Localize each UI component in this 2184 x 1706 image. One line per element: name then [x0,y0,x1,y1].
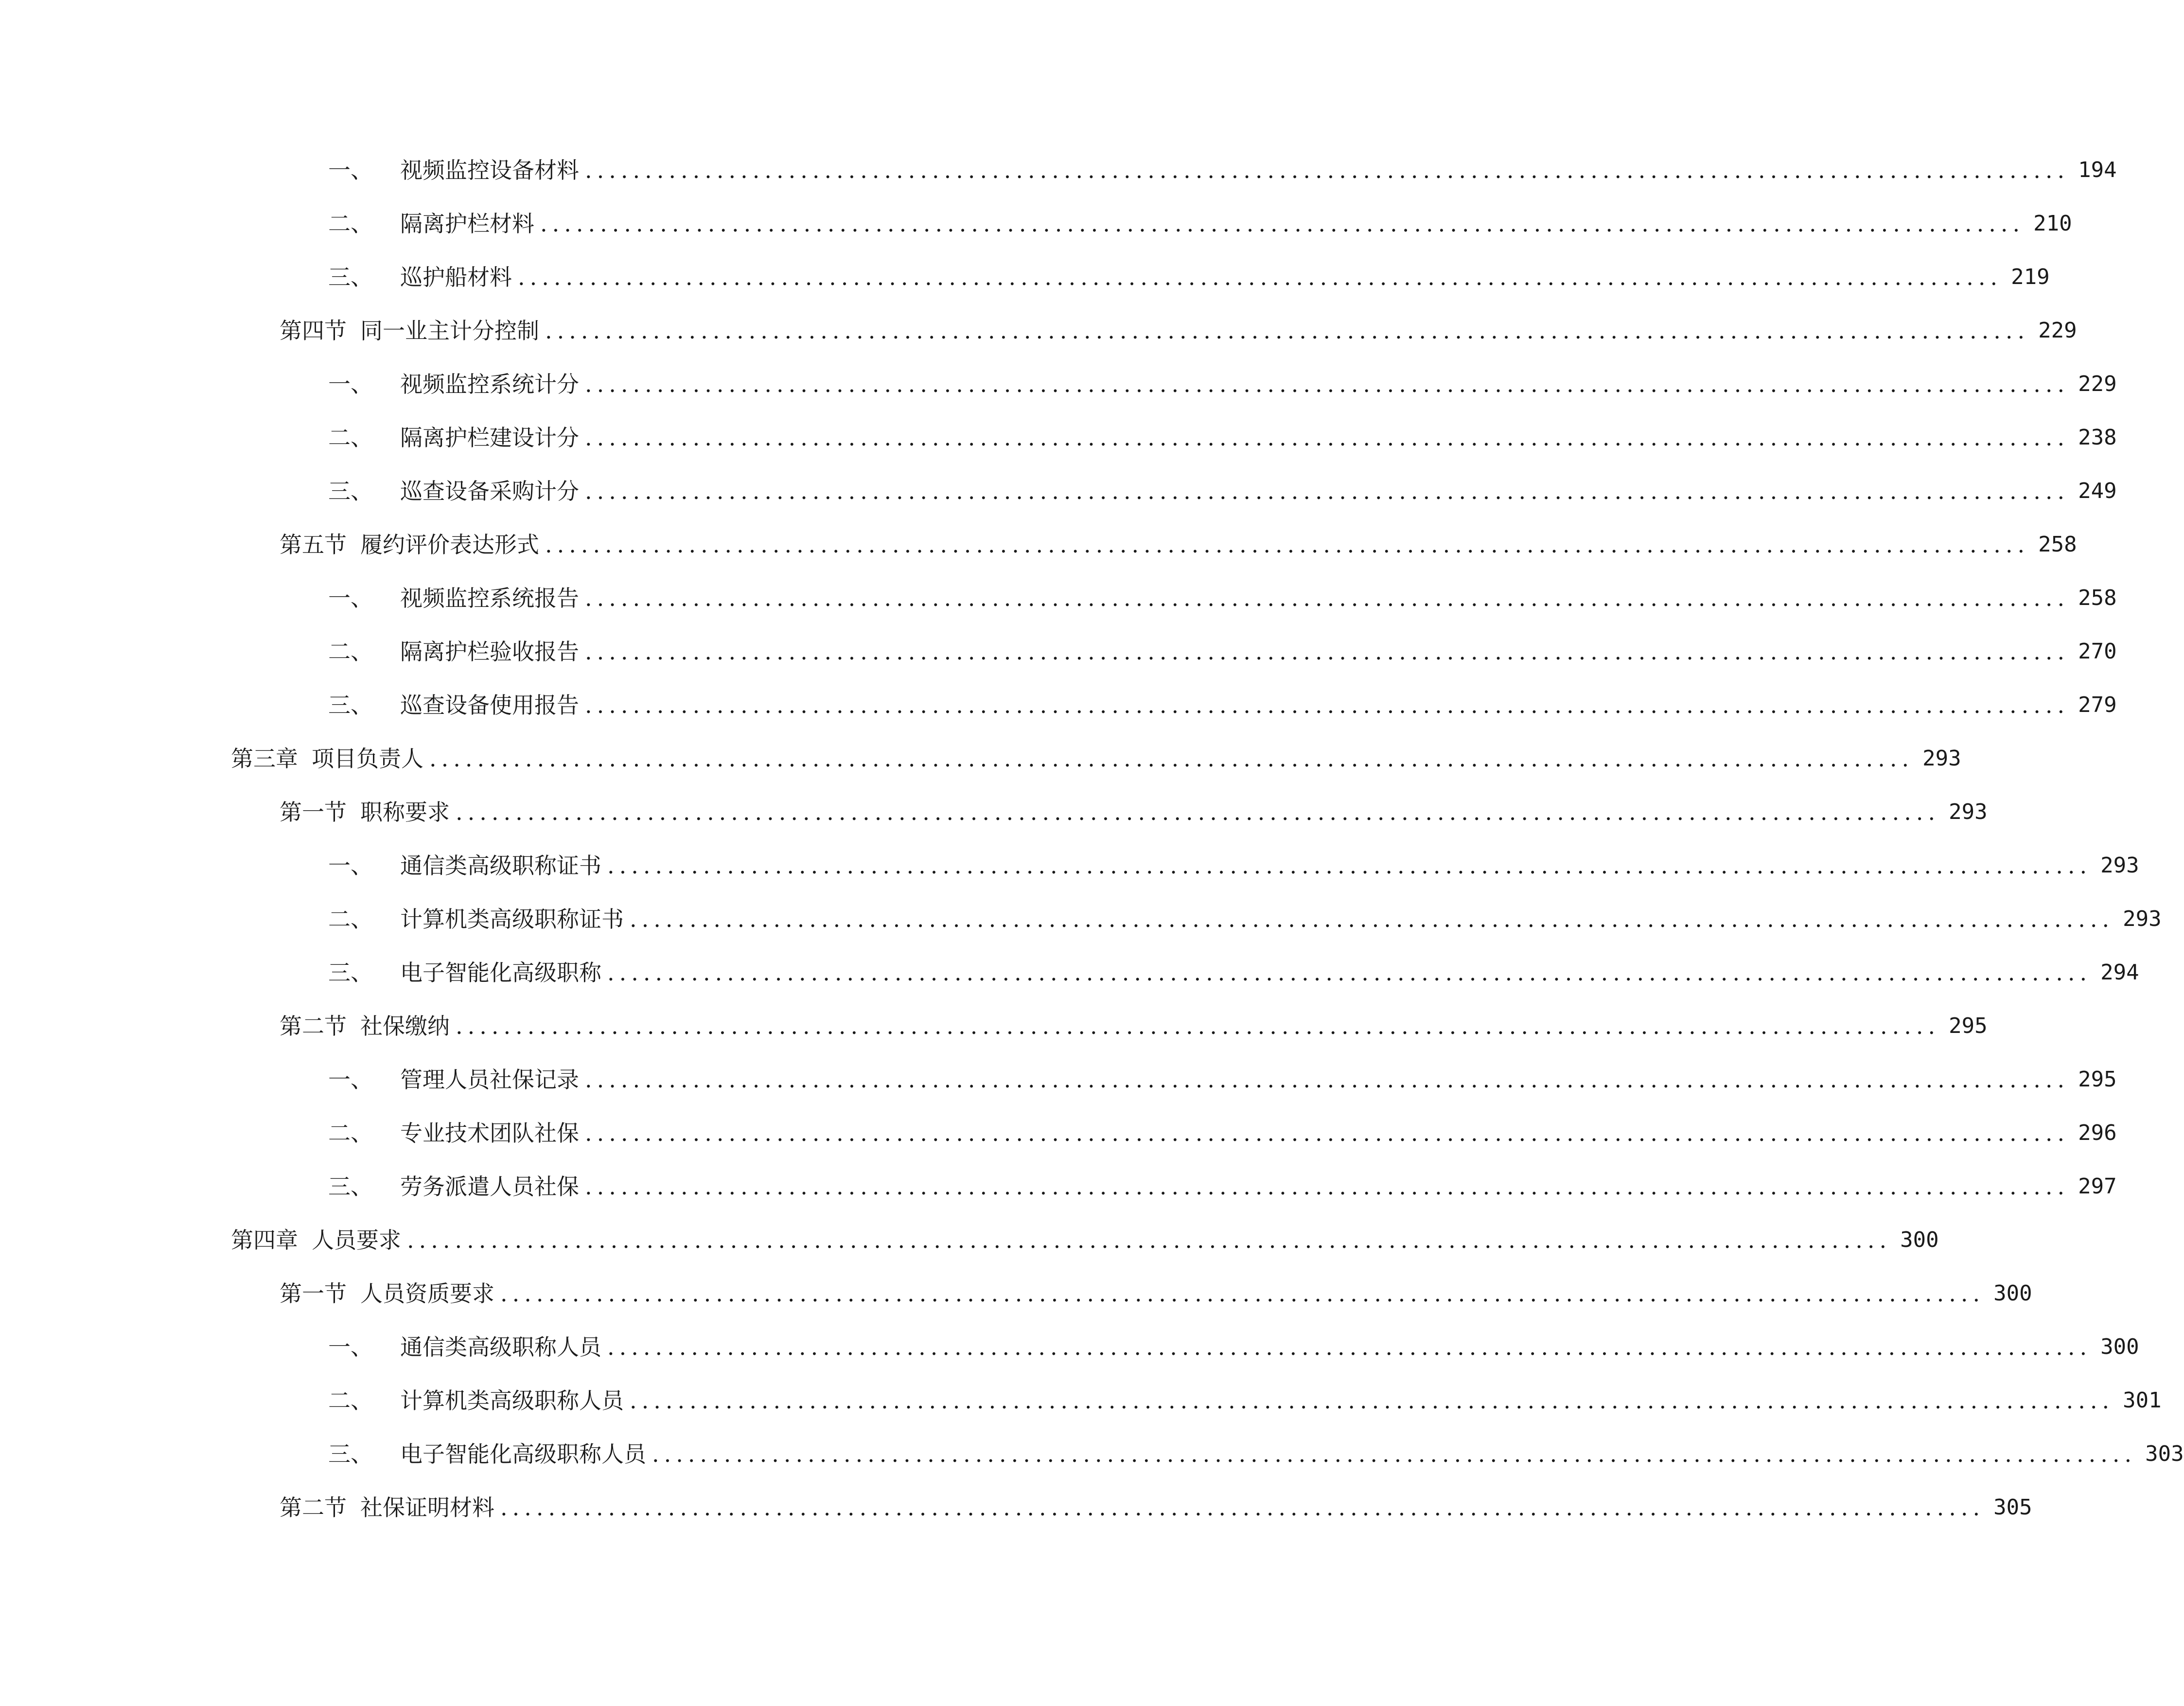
toc-leader-dots: ............................................................................................................................ [585,1173,2070,1200]
toc-leader-dots: ............................................................................................................................ [407,1227,1892,1253]
toc-entry[interactable] [0,1213,1939,1267]
toc-entry-title: 社保缴纳 [360,1013,450,1039]
toc-leader-dots: ............................................................................................................................ [545,318,2030,344]
toc-leader-dots: ............................................................................................................................ [500,1494,1985,1521]
toc-entry-marker: 三、 [328,1173,373,1200]
toc-entry-title: 隔离护栏验收报告 [400,639,579,665]
toc-entry-title: 人员要求 [312,1227,401,1253]
toc-entry-marker: 一、 [328,1066,373,1093]
toc-leader-dots: ............................................................................................................................ [429,746,1914,772]
toc-entry[interactable] [0,1481,2032,1534]
toc-entry-page: 293 [2100,853,2139,878]
toc-entry-page: 219 [2011,265,2050,289]
toc-entry[interactable] [0,1053,2117,1106]
toc-leader-dots: ............................................................................................................................ [630,1387,2114,1414]
toc-entry[interactable] [0,464,2117,518]
toc-entry-title: 计算机类高级职称证书 [400,906,624,932]
toc-entry-marker: 第二节 [280,1013,347,1039]
toc-entry-page: 301 [2123,1388,2162,1413]
toc-entry[interactable] [0,785,1988,839]
toc-leader-dots: ............................................................................................................................ [607,853,2092,879]
toc-entry-page: 258 [2078,586,2117,610]
toc-leader-dots: ............................................................................................................................ [630,906,2114,932]
toc-entry-page: 270 [2078,639,2117,664]
toc-entry-title: 视频监控设备材料 [400,157,579,183]
toc-entry-marker: 第一节 [280,1280,347,1307]
toc-entry-page: 194 [2078,158,2117,182]
toc-entry[interactable] [0,946,2139,999]
table-of-contents [0,143,2184,1534]
toc-entry-title: 电子智能化高级职称人员 [400,1441,646,1467]
toc-leader-dots: ............................................................................................................................ [585,478,2070,504]
toc-entry-marker: 三、 [328,960,373,986]
toc-entry-page: 303 [2145,1441,2184,1466]
toc-entry[interactable] [0,999,1988,1053]
toc-entry-title: 劳务派遣人员社保 [400,1173,579,1200]
toc-leader-dots: ............................................................................................................................ [652,1441,2137,1467]
toc-entry-page: 279 [2078,693,2117,717]
toc-entry-marker: 二、 [328,1387,373,1414]
toc-entry-title: 人员资质要求 [360,1280,494,1307]
toc-entry-marker: 三、 [328,692,373,718]
toc-leader-dots: ............................................................................................................................ [545,532,2030,558]
toc-entry-page: 293 [2123,906,2162,931]
toc-entry-marker: 一、 [328,585,373,611]
toc-entry-page: 258 [2038,532,2077,557]
toc-leader-dots: ............................................................................................................................ [456,1013,1940,1039]
toc-entry-title: 巡护船材料 [400,264,512,290]
toc-entry-page: 296 [2078,1120,2117,1145]
toc-entry-title: 视频监控系统报告 [400,585,579,611]
toc-entry-marker: 二、 [328,639,373,665]
toc-leader-dots: ............................................................................................................................ [585,425,2070,451]
toc-entry-marker: 第四节 [280,318,347,344]
toc-leader-dots: ............................................................................................................................ [585,371,2070,397]
toc-entry-title: 巡查设备采购计分 [400,478,579,504]
toc-entry-marker: 第五节 [280,532,347,558]
toc-entry[interactable] [0,1267,2032,1320]
toc-entry-title: 职称要求 [360,799,450,825]
toc-leader-dots: ............................................................................................................................ [607,960,2092,986]
toc-leader-dots: ............................................................................................................................ [585,639,2070,665]
toc-entry-title: 隔离护栏建设计分 [400,425,579,451]
toc-leader-dots: ............................................................................................................................ [585,157,2070,183]
toc-entry[interactable] [0,304,2077,357]
toc-entry-page: 300 [2100,1334,2139,1359]
toc-entry-title: 专业技术团队社保 [400,1120,579,1146]
toc-entry[interactable] [0,732,1961,785]
toc-entry-page: 297 [2078,1174,2117,1199]
toc-entry-marker: 第一节 [280,799,347,825]
toc-entry-marker: 一、 [328,853,373,879]
toc-entry-page: 229 [2078,372,2117,396]
toc-entry-page: 249 [2078,479,2117,503]
toc-entry[interactable] [0,571,2117,625]
toc-entry-marker: 二、 [328,425,373,451]
toc-entry-marker: 第四章 [231,1227,298,1253]
toc-leader-dots: ............................................................................................................................ [500,1280,1985,1307]
toc-entry-marker: 第三章 [231,746,298,772]
toc-entry-marker: 一、 [328,1334,373,1360]
toc-entry-title: 管理人员社保记录 [400,1066,579,1093]
toc-entry-marker: 二、 [328,906,373,932]
toc-entry-title: 同一业主计分控制 [360,318,539,344]
toc-entry-title: 视频监控系统计分 [400,371,579,397]
toc-entry[interactable] [0,892,2162,946]
toc-entry-page: 295 [2078,1067,2117,1092]
toc-entry[interactable] [0,357,2117,411]
toc-entry[interactable] [0,625,2117,678]
toc-entry-page: 229 [2038,318,2077,343]
toc-entry-title: 履约评价表达形式 [360,532,539,558]
toc-entry-title: 电子智能化高级职称 [400,960,601,986]
toc-entry[interactable] [0,197,2072,250]
toc-entry[interactable] [0,1374,2162,1427]
toc-entry-marker: 第二节 [280,1494,347,1521]
toc-entry[interactable] [0,518,2077,571]
toc-entry[interactable] [0,678,2117,732]
toc-entry-page: 294 [2100,960,2139,985]
toc-entry-title: 通信类高级职称人员 [400,1334,601,1360]
toc-leader-dots: ............................................................................................................................ [456,799,1940,825]
toc-entry-page: 293 [1922,746,1961,771]
toc-entry-page: 300 [1900,1227,1939,1252]
toc-entry-page: 305 [1993,1495,2032,1520]
toc-leader-dots: ............................................................................................................................ [585,585,2070,611]
toc-entry-title: 通信类高级职称证书 [400,853,601,879]
toc-entry-title: 巡查设备使用报告 [400,692,579,718]
toc-entry[interactable] [0,1160,2117,1213]
toc-entry[interactable] [0,250,2050,304]
toc-entry-page: 238 [2078,425,2117,450]
toc-entry-marker: 一、 [328,157,373,183]
toc-entry-title: 社保证明材料 [360,1494,494,1521]
toc-entry-title: 计算机类高级职称人员 [400,1387,624,1414]
toc-entry-marker: 二、 [328,1120,373,1146]
toc-entry[interactable] [0,1106,2117,1160]
toc-leader-dots: ............................................................................................................................ [540,211,2025,237]
toc-entry[interactable] [0,839,2139,892]
toc-entry[interactable] [0,1320,2139,1374]
toc-entry[interactable] [0,1427,2184,1481]
toc-entry-page: 295 [1949,1013,1988,1038]
toc-entry-marker: 一、 [328,371,373,397]
toc-leader-dots: ............................................................................................................................ [518,264,2003,290]
toc-leader-dots: ............................................................................................................................ [585,1120,2070,1146]
toc-entry-marker: 三、 [328,478,373,504]
toc-entry-marker: 三、 [328,264,373,290]
toc-entry-title: 项目负责人 [312,746,423,772]
toc-entry-page: 210 [2033,211,2072,236]
toc-leader-dots: ............................................................................................................................ [585,1066,2070,1093]
toc-entry-marker: 三、 [328,1441,373,1467]
toc-entry[interactable] [0,411,2117,464]
toc-leader-dots: ............................................................................................................................ [585,692,2070,718]
toc-entry-marker: 二、 [328,211,373,237]
toc-entry-title: 隔离护栏材料 [400,211,534,237]
toc-entry[interactable] [0,143,2117,197]
toc-entry-page: 300 [1993,1281,2032,1306]
toc-entry-page: 293 [1949,800,1988,824]
toc-leader-dots: ............................................................................................................................ [607,1334,2092,1360]
